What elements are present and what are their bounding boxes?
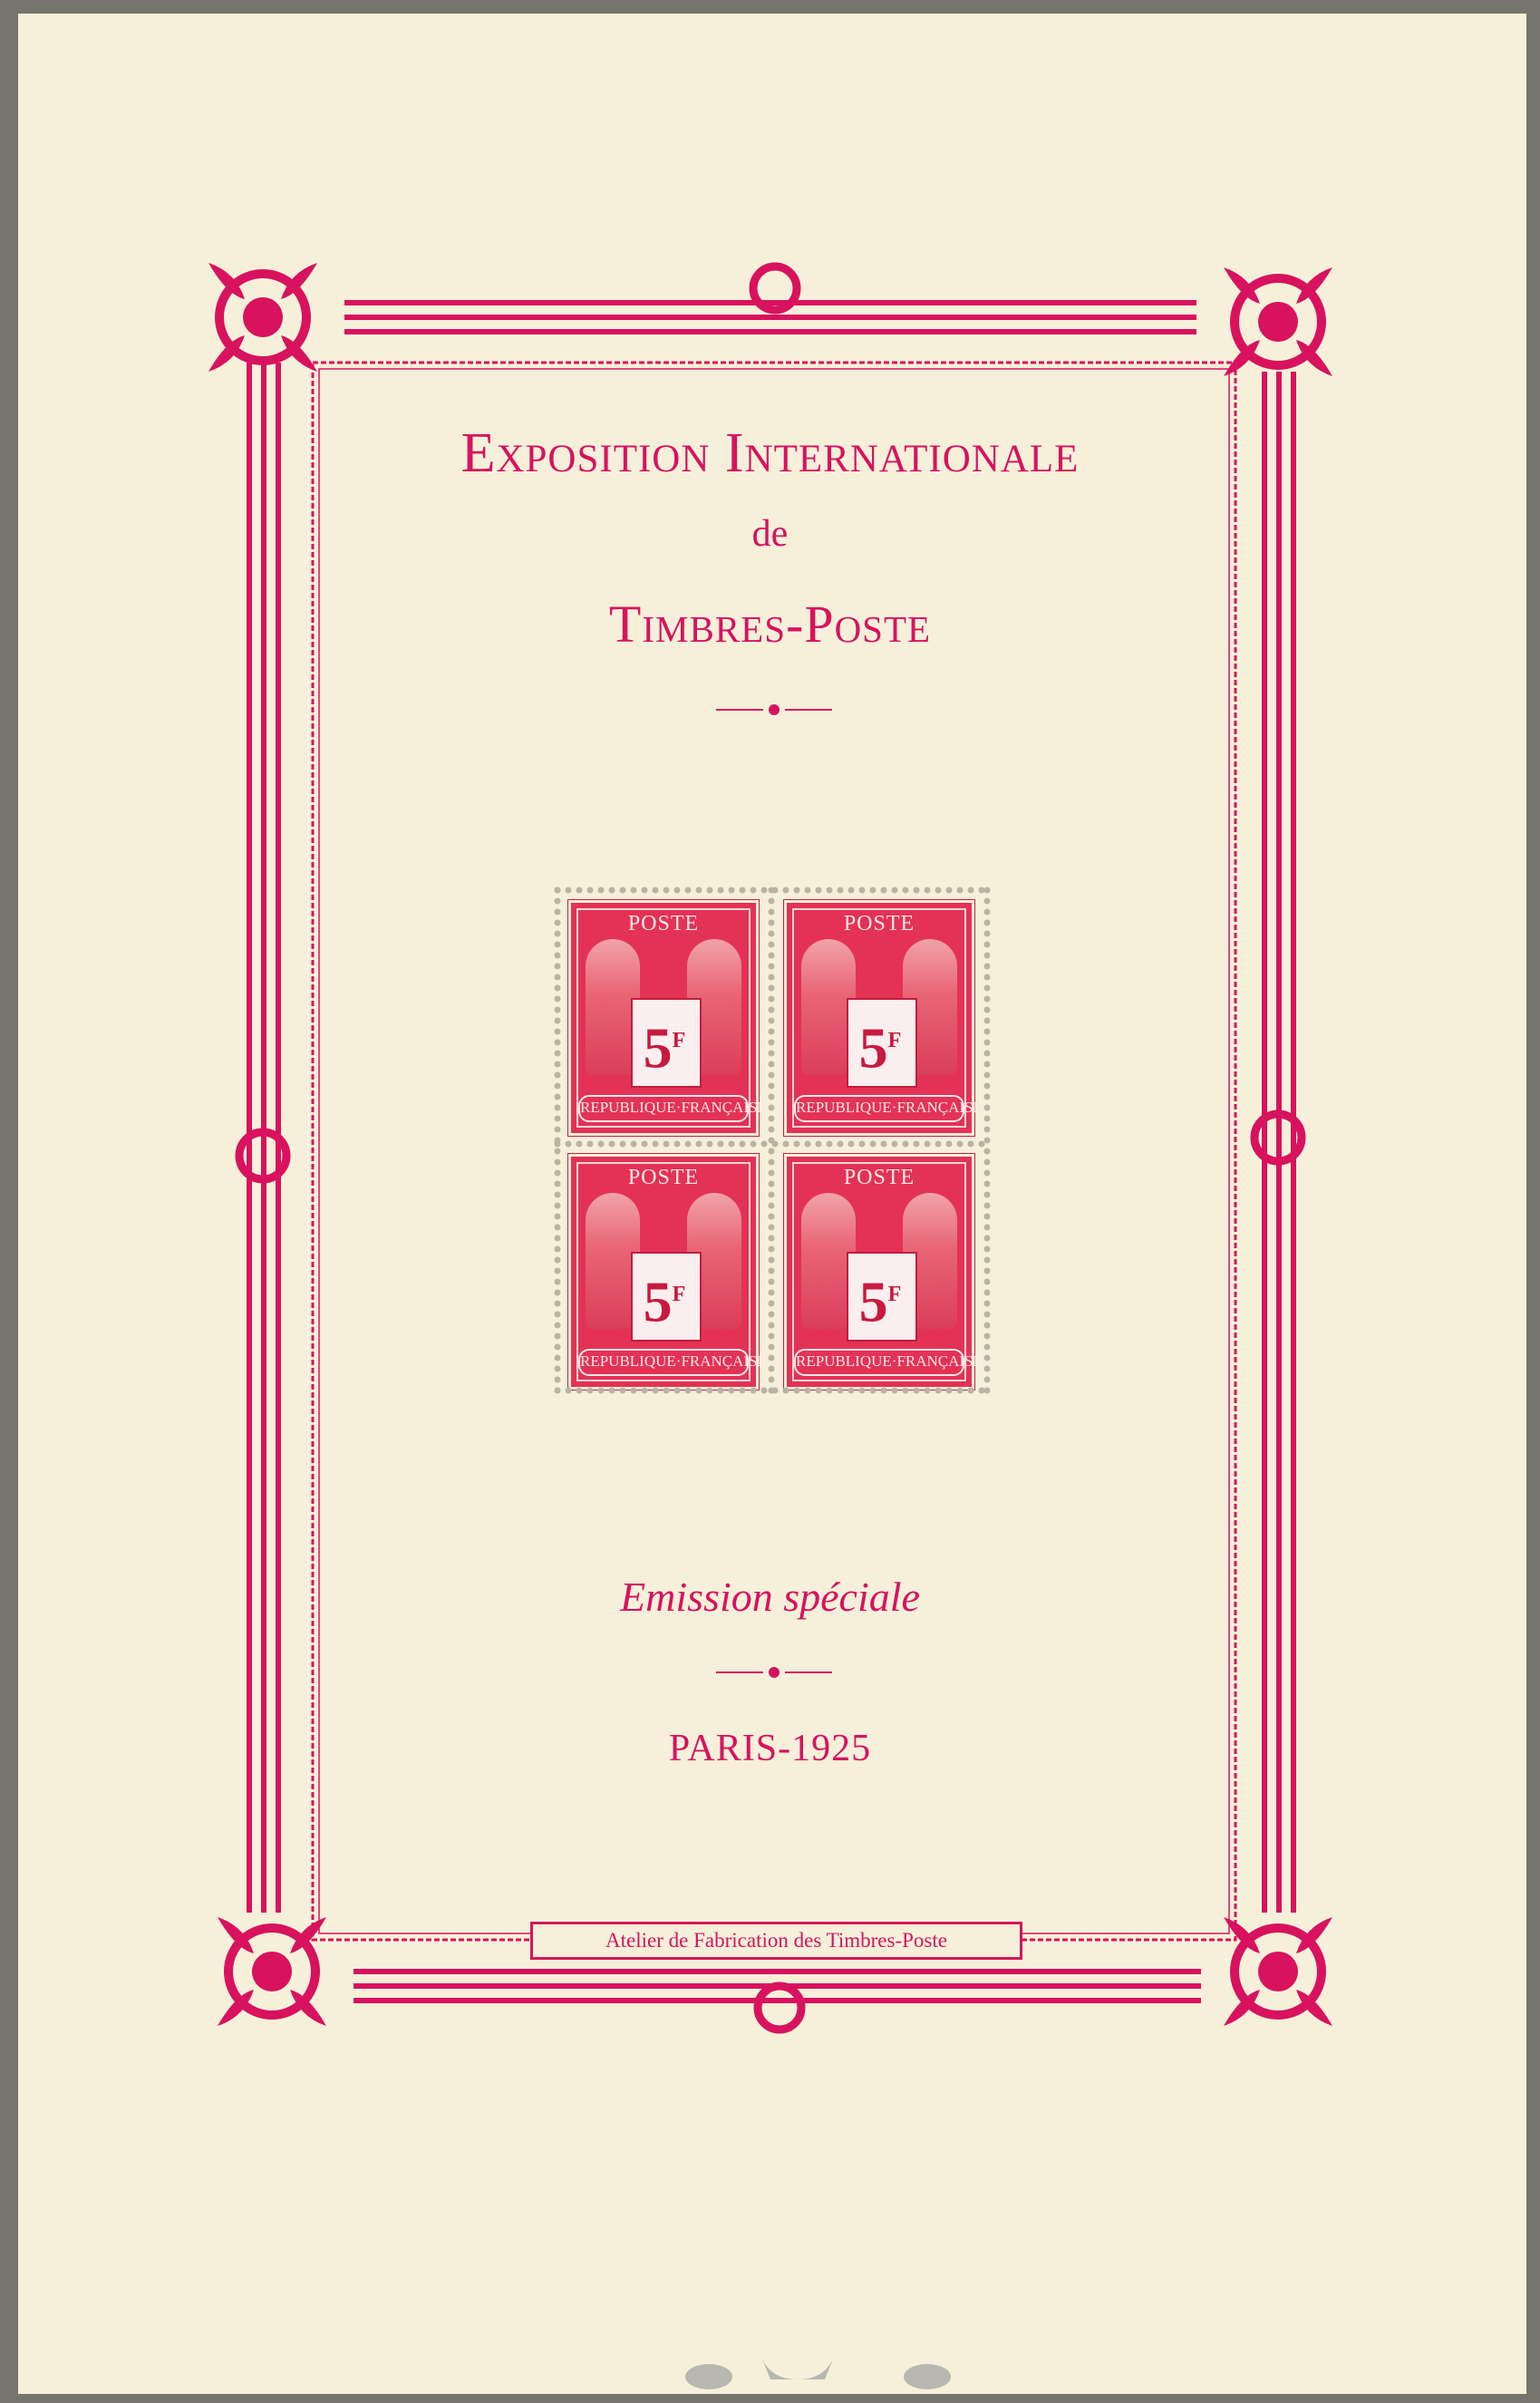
perf-hole — [718, 1388, 724, 1394]
perf-hole — [555, 887, 561, 894]
perf-hole — [718, 887, 724, 894]
perf-hole — [555, 1268, 561, 1274]
perf-hole — [555, 1214, 561, 1220]
perf-hole — [696, 1388, 702, 1394]
perf-hole — [769, 1040, 775, 1046]
perf-hole — [925, 1388, 931, 1394]
perf-hole — [769, 1051, 775, 1057]
perf-hole — [984, 1061, 991, 1068]
perf-hole — [984, 1290, 991, 1296]
perf-hole — [903, 1388, 909, 1394]
perf-hole — [769, 1159, 775, 1166]
perf-hole — [769, 1355, 775, 1361]
perf-hole — [979, 1141, 985, 1148]
stamp-block — [541, 877, 999, 1399]
perf-hole — [984, 898, 991, 905]
perf-hole — [555, 1127, 561, 1133]
perf-hole — [555, 1148, 561, 1155]
perf-hole — [805, 1388, 811, 1394]
stamp-header: POSTE — [843, 1166, 915, 1189]
perf-hole — [653, 887, 659, 894]
perf-hole — [984, 996, 991, 1003]
perf-hole — [555, 953, 561, 959]
perf-hole — [984, 1072, 991, 1079]
perf-hole — [984, 964, 991, 970]
stamp-header: POSTE — [627, 1166, 700, 1189]
perf-hole — [946, 1141, 953, 1148]
perf-hole — [751, 1141, 757, 1148]
perf-hole — [984, 1029, 991, 1035]
perf-hole — [984, 1051, 991, 1057]
perf-hole — [555, 1072, 561, 1079]
perf-hole — [816, 1141, 822, 1148]
perf-hole — [642, 1141, 648, 1148]
perf-hole — [707, 1141, 713, 1148]
perf-hole — [769, 942, 775, 948]
perf-hole — [555, 1138, 561, 1144]
perf-hole — [984, 1301, 991, 1307]
perf-hole — [555, 1192, 561, 1198]
perf-hole — [984, 1018, 991, 1024]
perf-hole — [566, 887, 572, 894]
perf-hole — [968, 887, 974, 894]
perf-hole — [769, 1007, 775, 1013]
stamp-value: $5^F$ — [643, 1015, 686, 1080]
hinge-marks — [685, 2357, 951, 2389]
perf-hole — [984, 931, 991, 937]
perf-hole — [609, 887, 615, 894]
stamp-header: POSTE — [843, 912, 915, 935]
perf-hole — [555, 920, 561, 926]
perf-hole — [555, 1290, 561, 1296]
perf-hole — [984, 1388, 991, 1394]
perf-hole — [761, 1388, 768, 1394]
perf-hole — [769, 1094, 775, 1100]
perf-hole — [859, 1388, 866, 1394]
perf-hole — [576, 1388, 583, 1394]
perf-hole — [827, 1141, 833, 1148]
perf-hole — [663, 887, 670, 894]
perf-hole — [555, 1051, 561, 1057]
perf-hole — [783, 1141, 789, 1148]
perf-hole — [984, 953, 991, 959]
perf-hole — [555, 1018, 561, 1024]
perf-hole — [984, 1105, 991, 1111]
perf-hole — [984, 1203, 991, 1209]
perf-hole — [555, 1040, 561, 1046]
perf-hole — [555, 931, 561, 937]
perf-hole — [631, 1388, 637, 1394]
perf-hole — [984, 1366, 991, 1372]
perf-hole — [769, 1268, 775, 1274]
perf-hole — [848, 887, 855, 894]
perf-hole — [827, 1388, 833, 1394]
perf-hole — [783, 1388, 789, 1394]
perf-hole — [555, 1094, 561, 1100]
perf-hole — [555, 1159, 561, 1166]
perf-hole — [859, 887, 866, 894]
perf-hole — [620, 1388, 626, 1394]
perf-hole — [984, 1083, 991, 1090]
perf-hole — [555, 1323, 561, 1329]
perf-hole — [984, 942, 991, 948]
perf-hole — [838, 1141, 844, 1148]
perf-hole — [620, 1141, 626, 1148]
perf-hole — [769, 1116, 775, 1122]
perf-hole — [979, 887, 985, 894]
perf-hole — [769, 964, 775, 970]
perf-hole — [598, 1388, 605, 1394]
perf-hole — [598, 887, 605, 894]
perf-hole — [555, 1235, 561, 1242]
stamp-country: REPUBLIQUE·FRANÇAISE — [794, 1349, 964, 1376]
perf-hole — [740, 1141, 746, 1148]
perf-hole — [805, 887, 811, 894]
perf-hole — [555, 898, 561, 905]
perf-hole — [925, 887, 931, 894]
perf-hole — [769, 1279, 775, 1285]
perf-hole — [984, 1312, 991, 1318]
perf-hole — [984, 1268, 991, 1274]
perf-hole — [984, 1333, 991, 1340]
perf-hole — [794, 887, 800, 894]
perf-hole — [903, 887, 909, 894]
perf-hole — [984, 1148, 991, 1155]
perf-hole — [576, 887, 583, 894]
perf-hole — [609, 1141, 615, 1148]
perf-hole — [769, 1061, 775, 1068]
perf-hole — [968, 1141, 974, 1148]
perf-hole — [685, 1141, 692, 1148]
perf-hole — [555, 964, 561, 970]
perf-hole — [769, 909, 775, 916]
perf-hole — [805, 1141, 811, 1148]
perf-hole — [769, 974, 775, 981]
perf-hole — [555, 1355, 561, 1361]
perf-hole — [707, 1388, 713, 1394]
perf-hole — [816, 887, 822, 894]
perf-hole — [555, 1170, 561, 1177]
perf-hole — [769, 1301, 775, 1307]
city-year: PARIS-1925 — [668, 1728, 872, 1769]
stamp-value: $5^F$ — [643, 1269, 686, 1334]
perf-hole — [609, 1388, 615, 1394]
perf-hole — [769, 1138, 775, 1144]
perf-hole — [870, 887, 877, 894]
perf-hole — [984, 1344, 991, 1351]
perf-hole — [566, 1388, 572, 1394]
perf-hole — [555, 1225, 561, 1231]
perf-hole — [769, 1377, 775, 1383]
perf-hole — [555, 1388, 561, 1394]
perf-hole — [555, 974, 561, 981]
perf-hole — [769, 1225, 775, 1231]
perf-hole — [984, 1279, 991, 1285]
perf-hole — [555, 996, 561, 1003]
perf-hole — [935, 887, 942, 894]
perf-hole — [555, 1344, 561, 1351]
perf-hole — [555, 1312, 561, 1318]
perf-hole — [769, 1170, 775, 1177]
perf-hole — [663, 1388, 670, 1394]
perf-hole — [838, 887, 844, 894]
perf-hole — [696, 887, 702, 894]
perf-hole — [587, 1141, 594, 1148]
perf-hole — [984, 1159, 991, 1166]
perf-hole — [892, 1141, 898, 1148]
perf-hole — [555, 1105, 561, 1111]
perf-hole — [769, 1105, 775, 1111]
perf-hole — [769, 898, 775, 905]
perf-hole — [642, 1388, 648, 1394]
perf-hole — [769, 1192, 775, 1198]
perf-hole — [576, 1141, 583, 1148]
perf-hole — [555, 1116, 561, 1122]
perf-hole — [946, 887, 953, 894]
perf-hole — [718, 1141, 724, 1148]
perf-hole — [653, 1141, 659, 1148]
perf-hole — [881, 1388, 887, 1394]
perf-hole — [587, 887, 594, 894]
perf-hole — [663, 1141, 670, 1148]
perf-hole — [555, 1181, 561, 1187]
perf-hole — [674, 1141, 681, 1148]
stamp-value: $5^F$ — [858, 1015, 902, 1080]
perf-hole — [769, 920, 775, 926]
perf-hole — [642, 887, 648, 894]
perf-hole — [914, 1388, 920, 1394]
perf-hole — [555, 1301, 561, 1307]
stamp-value: $5^F$ — [858, 1269, 902, 1334]
perf-hole — [957, 887, 964, 894]
perf-hole — [769, 1127, 775, 1133]
perf-hole — [598, 1141, 605, 1148]
perf-hole — [935, 1141, 942, 1148]
perf-hole — [769, 1072, 775, 1079]
perf-hole — [761, 1141, 768, 1148]
perf-hole — [769, 996, 775, 1003]
stamp-header: POSTE — [627, 912, 700, 935]
perf-hole — [984, 1192, 991, 1198]
title-line-2: de — [751, 513, 789, 555]
perf-hole — [848, 1388, 855, 1394]
perf-hole — [892, 1388, 898, 1394]
perf-hole — [769, 887, 775, 894]
perf-hole — [892, 887, 898, 894]
perf-hole — [761, 887, 768, 894]
perf-hole — [555, 942, 561, 948]
perf-hole — [769, 1312, 775, 1318]
perf-hole — [769, 1344, 775, 1351]
perf-hole — [984, 1257, 991, 1264]
perf-hole — [881, 887, 887, 894]
perf-hole — [751, 1388, 757, 1394]
perf-hole — [816, 1388, 822, 1394]
perf-hole — [794, 1388, 800, 1394]
perf-hole — [769, 1203, 775, 1209]
perf-hole — [979, 1388, 985, 1394]
perf-hole — [555, 1083, 561, 1090]
perf-hole — [653, 1388, 659, 1394]
perf-hole — [555, 909, 561, 916]
perf-hole — [740, 887, 746, 894]
perf-hole — [946, 1388, 953, 1394]
perf-hole — [751, 887, 757, 894]
perf-hole — [631, 1141, 637, 1148]
perf-hole — [957, 1141, 964, 1148]
perf-hole — [769, 1388, 775, 1394]
perf-hole — [984, 1127, 991, 1133]
perf-hole — [566, 1141, 572, 1148]
emission-label: Emission spéciale — [620, 1574, 920, 1620]
perf-hole — [555, 1007, 561, 1013]
perf-hole — [555, 1246, 561, 1253]
perf-hole — [984, 1040, 991, 1046]
perf-hole — [984, 1181, 991, 1187]
perf-hole — [769, 1018, 775, 1024]
perf-hole — [925, 1141, 931, 1148]
perf-hole — [769, 1323, 775, 1329]
perf-hole — [984, 1116, 991, 1122]
perf-hole — [555, 1203, 561, 1209]
perf-hole — [984, 974, 991, 981]
perf-hole — [914, 887, 920, 894]
perf-hole — [848, 1141, 855, 1148]
perforations — [541, 877, 999, 1399]
perf-hole — [555, 1029, 561, 1035]
perf-hole — [838, 1388, 844, 1394]
perf-hole — [685, 1388, 692, 1394]
perf-hole — [957, 1388, 964, 1394]
perf-hole — [984, 1138, 991, 1144]
perf-hole — [984, 1170, 991, 1177]
perf-hole — [984, 1235, 991, 1242]
perf-hole — [769, 985, 775, 992]
perf-hole — [696, 1141, 702, 1148]
stamp-country: REPUBLIQUE·FRANÇAISE — [578, 1349, 749, 1376]
perf-hole — [729, 1141, 735, 1148]
perf-hole — [674, 1388, 681, 1394]
perf-hole — [794, 1141, 800, 1148]
perf-hole — [685, 887, 692, 894]
perf-hole — [984, 985, 991, 992]
perf-hole — [769, 1029, 775, 1035]
perf-hole — [555, 1333, 561, 1340]
perf-hole — [859, 1141, 866, 1148]
perf-hole — [903, 1141, 909, 1148]
perf-hole — [968, 1388, 974, 1394]
perf-hole — [984, 1377, 991, 1383]
perf-hole — [881, 1141, 887, 1148]
perf-hole — [769, 1214, 775, 1220]
perf-hole — [984, 1214, 991, 1220]
perf-hole — [984, 1007, 991, 1013]
title-line-3: Timbres-Poste — [608, 595, 932, 654]
stamp-country: REPUBLIQUE·FRANÇAISE — [578, 1095, 749, 1122]
perf-hole — [769, 1083, 775, 1090]
perf-hole — [674, 887, 681, 894]
perf-hole — [555, 1279, 561, 1285]
perf-hole — [984, 1094, 991, 1100]
perf-hole — [984, 920, 991, 926]
perf-hole — [769, 1290, 775, 1296]
perf-hole — [870, 1141, 877, 1148]
perf-hole — [984, 909, 991, 916]
perf-hole — [769, 1181, 775, 1187]
perf-hole — [769, 1235, 775, 1242]
perf-hole — [555, 1061, 561, 1068]
perf-hole — [769, 1333, 775, 1340]
perf-hole — [729, 1388, 735, 1394]
perf-hole — [870, 1388, 877, 1394]
perf-hole — [827, 887, 833, 894]
perf-hole — [914, 1141, 920, 1148]
perf-hole — [769, 953, 775, 959]
perf-hole — [587, 1388, 594, 1394]
perf-hole — [555, 985, 561, 992]
perf-hole — [769, 1366, 775, 1372]
title-line-1: Exposition Internationale — [460, 422, 1080, 484]
perf-hole — [769, 931, 775, 937]
perf-hole — [984, 1323, 991, 1329]
perf-hole — [740, 1388, 746, 1394]
perf-hole — [935, 1388, 942, 1394]
perf-hole — [769, 1257, 775, 1264]
perf-hole — [631, 887, 637, 894]
perf-hole — [769, 1148, 775, 1155]
perf-hole — [729, 887, 735, 894]
perf-hole — [783, 887, 789, 894]
perf-hole — [984, 1355, 991, 1361]
perf-hole — [555, 1366, 561, 1372]
perf-hole — [620, 887, 626, 894]
perf-hole — [984, 1246, 991, 1253]
perf-hole — [707, 887, 713, 894]
stamp-country: REPUBLIQUE·FRANÇAISE — [794, 1095, 964, 1122]
perf-hole — [555, 1257, 561, 1264]
atelier-imprint: Atelier de Fabrication des Timbres-Poste — [530, 1922, 1022, 1960]
perf-hole — [984, 887, 991, 894]
perf-hole — [984, 1225, 991, 1231]
perf-hole — [769, 1246, 775, 1253]
perf-hole — [555, 1377, 561, 1383]
